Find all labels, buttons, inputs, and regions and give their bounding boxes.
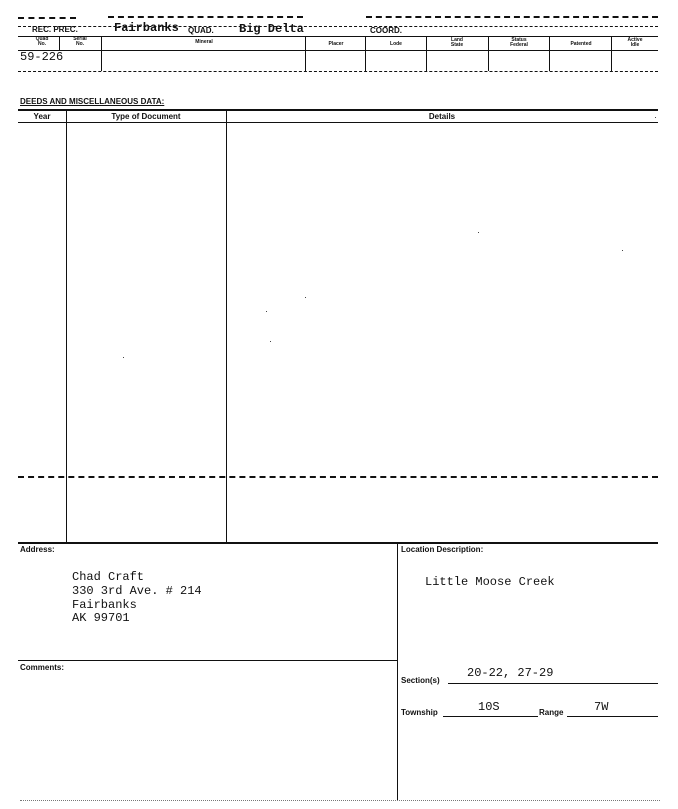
address-line-4: AK 99701 bbox=[72, 611, 130, 625]
comments-label: Comments: bbox=[20, 663, 65, 672]
address-line-3: Fairbanks bbox=[72, 598, 137, 612]
sections-label: Section(s) bbox=[401, 676, 440, 685]
col-active-idle: Active Idle bbox=[627, 37, 643, 48]
col-mineral: Mineral bbox=[195, 39, 213, 45]
col-lode: Lode bbox=[390, 41, 402, 47]
quad-no-value: 59-226 bbox=[20, 50, 64, 64]
township-label: Township bbox=[401, 708, 438, 717]
address-line-2: 330 3rd Ave. # 214 bbox=[72, 584, 202, 598]
location-label: Location Description: bbox=[401, 545, 484, 554]
township-value: 10S bbox=[478, 700, 500, 714]
col-status-federal: Status Federal bbox=[510, 37, 528, 48]
col-serial-no: Serial No. bbox=[73, 36, 87, 47]
deeds-col-type: Type of Document bbox=[111, 112, 181, 121]
deeds-col-details: Details bbox=[428, 112, 456, 121]
deeds-col-year: Year bbox=[33, 112, 51, 121]
coord-label: COORD. bbox=[370, 26, 402, 35]
quad-label: QUAD. bbox=[188, 26, 214, 35]
address-location-divider bbox=[397, 543, 398, 801]
quad-value: Big Delta bbox=[239, 22, 304, 36]
location-value: Little Moose Creek bbox=[425, 575, 555, 589]
address-line-1: Chad Craft bbox=[72, 570, 145, 584]
range-label: Range bbox=[539, 708, 564, 717]
deeds-section-title: DEEDS AND MISCELLANEOUS DATA: bbox=[20, 97, 165, 106]
col-quad-no: Quad No. bbox=[35, 36, 49, 47]
scan-noise bbox=[20, 800, 660, 801]
col-placer: Placer bbox=[328, 41, 344, 47]
col-patented: Patented bbox=[570, 41, 592, 47]
col-land-state: Land State bbox=[450, 37, 464, 48]
sections-value: 20-22, 27-29 bbox=[467, 666, 554, 680]
rec-prec-value: Fairbanks bbox=[114, 21, 179, 35]
rec-prec-label: REC. PREC. bbox=[32, 25, 78, 34]
address-label: Address: bbox=[20, 545, 55, 554]
range-value: 7W bbox=[594, 700, 609, 714]
